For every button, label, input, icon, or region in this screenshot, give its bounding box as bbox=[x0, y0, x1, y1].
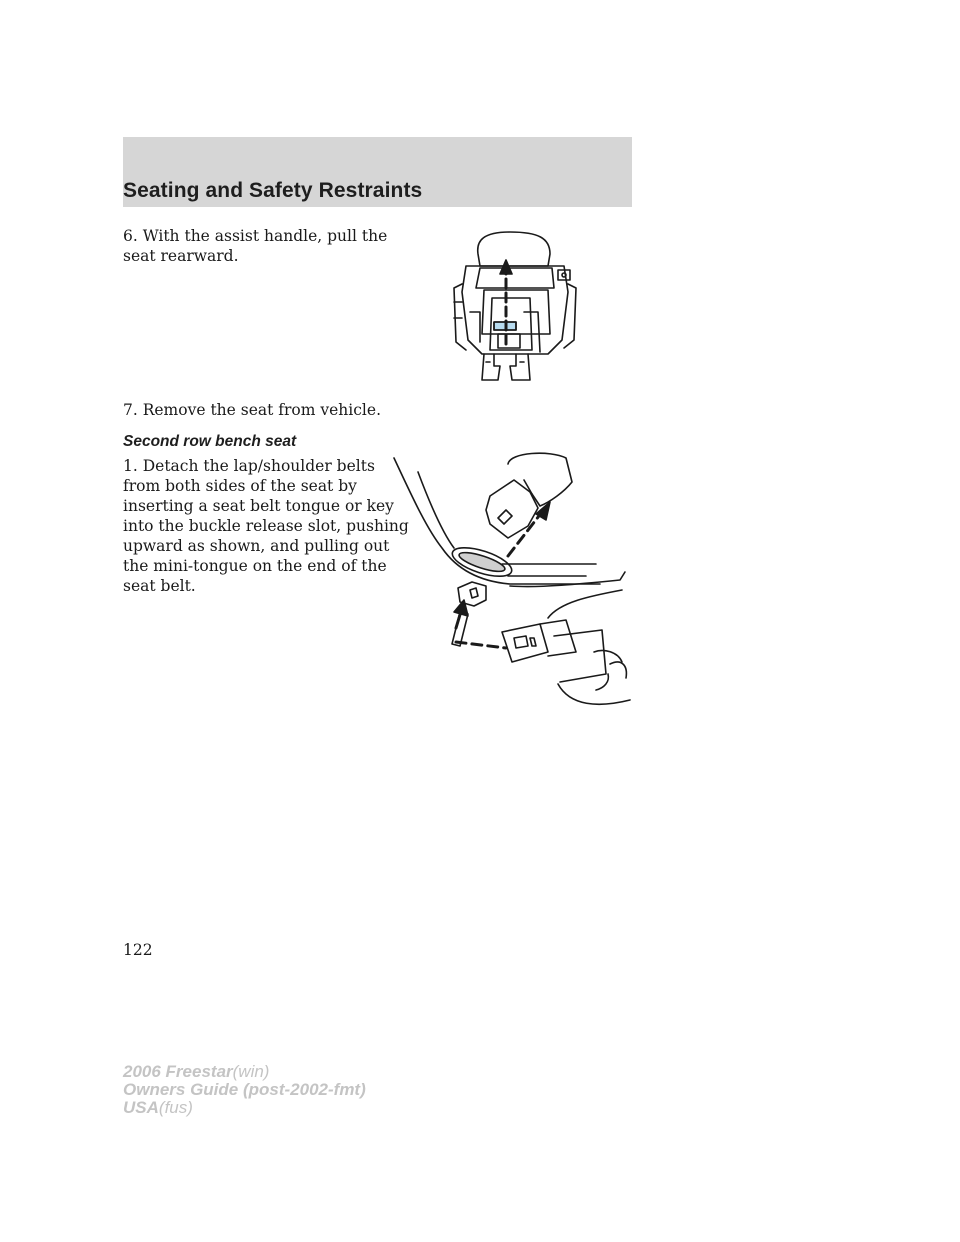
seat-removal-illustration bbox=[440, 222, 590, 388]
section-title: Seating and Safety Restraints bbox=[123, 179, 423, 202]
page-number: 122 bbox=[123, 941, 153, 959]
belt-buckle-release-illustration bbox=[390, 452, 635, 717]
footer-market: USA bbox=[123, 1098, 159, 1117]
step-1-text: 1. Detach the lap/shoulder belts from both sides of the seat by inserting a seat belt tongue or key into the buckle release slot, pushing upward as shown, and pulling out the mini-tongue on the end of the seat belt. bbox=[123, 457, 409, 595]
document-footer bbox=[123, 1063, 366, 1117]
step-6-text: 6. With the assist handle, pull the seat rearward. bbox=[123, 227, 388, 265]
footer-model-code: (win) bbox=[232, 1062, 270, 1081]
footer-line-2: Owners Guide (post-2002-fmt) bbox=[123, 1080, 366, 1099]
footer-line-3 bbox=[123, 1099, 366, 1117]
step-7-text: 7. Remove the seat from vehicle. bbox=[123, 401, 381, 419]
subsection-heading: Second row bench seat bbox=[123, 433, 297, 450]
footer-model: 2006 Freestar bbox=[123, 1062, 233, 1081]
footer-line-1 bbox=[123, 1063, 366, 1081]
footer-market-code: (fus) bbox=[158, 1098, 193, 1117]
